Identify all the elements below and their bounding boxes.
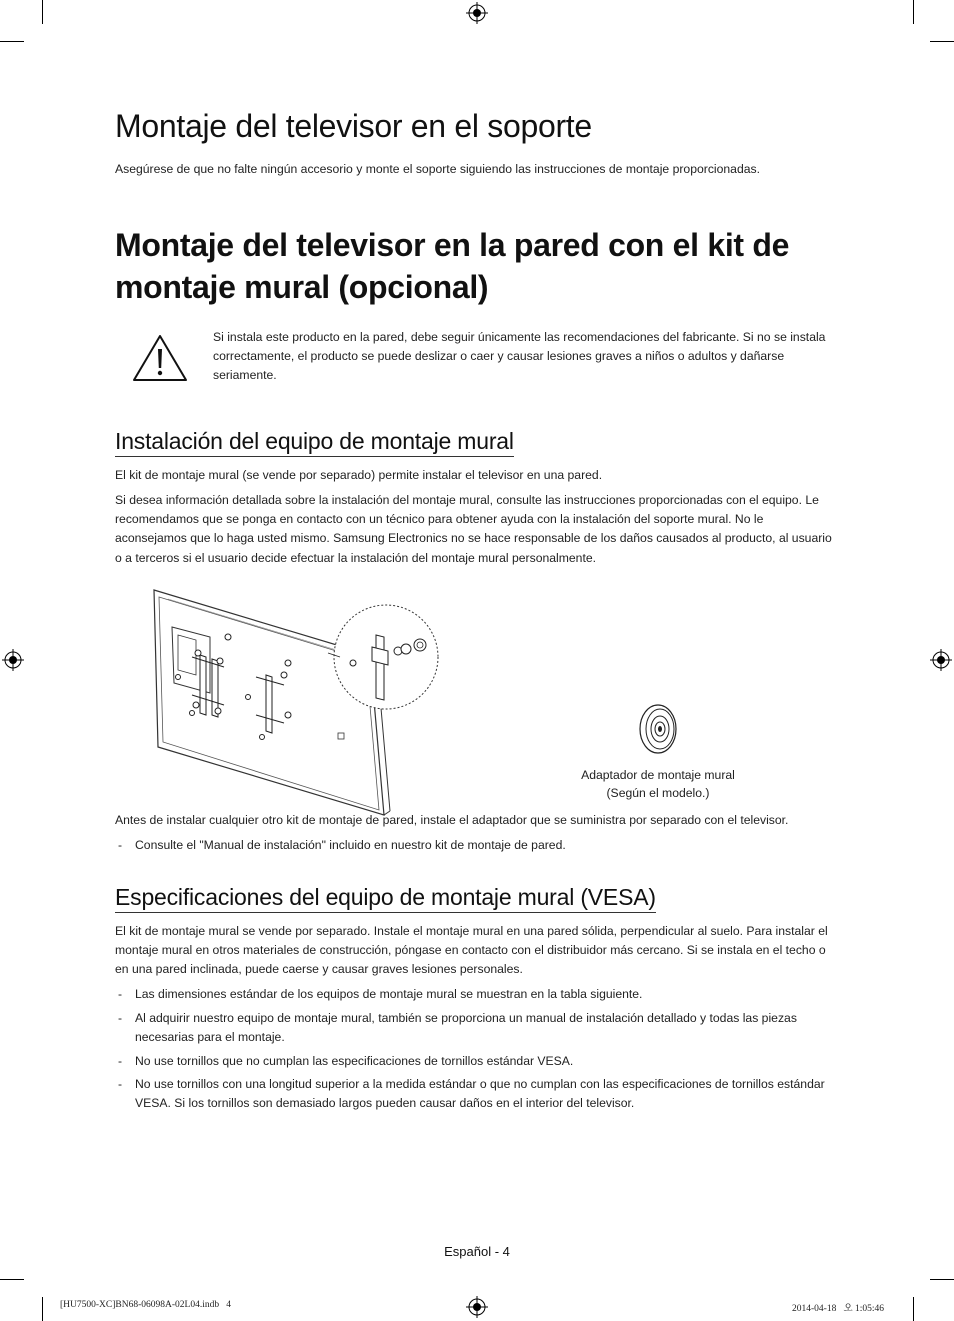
print-file-info: [HU7500-XC]BN68-06098A-02L04.indb 4 — [60, 1300, 231, 1310]
crop-mark — [42, 0, 43, 24]
list-item: - No use tornillos con una longitud superior a la medida estándar o que no cumplan con las especificaciones de tornillos estándar VESA. Si los tornillos son demasiado largos pueden causar daños en el interior del televisor. — [115, 1075, 835, 1113]
registration-mark-icon — [466, 2, 488, 24]
registration-mark-icon — [930, 649, 952, 671]
crop-mark — [913, 0, 914, 24]
installation-heading: Instalación del equipo de montaje mural — [115, 428, 514, 457]
vesa-heading: Especificaciones del equipo de montaje mural (VESA) — [115, 884, 656, 913]
adapter-caption — [560, 766, 756, 802]
page-number: Español - 4 — [444, 1244, 510, 1259]
warning-text: Si instala este producto en la pared, debe seguir únicamente las recomendaciones del fabricante. Si no se instala correctamente, el producto se puede deslizar o caer y causar lesiones graves a niños o adultos y dañarse seriamente. — [213, 330, 826, 383]
crop-mark — [0, 1279, 24, 1280]
crop-mark — [42, 1297, 43, 1321]
wall-mount-adapter-icon — [636, 702, 680, 756]
wall-mount-heading: Montaje del televisor en la pared con el kit de montaje mural (opcional) — [115, 227, 790, 305]
installation-intro: El kit de montaje mural (se vende por separado) permite instalar el televisor en una pared. — [115, 468, 603, 482]
crop-mark — [913, 1297, 914, 1321]
adapter-instruction: Antes de instalar cualquier otro kit de montaje de pared, instale el adaptador que se suministra por separado con el televisor. — [115, 813, 789, 827]
list-item: - Las dimensiones estándar de los equipos de montaje mural se muestran en la tabla siguiente. — [115, 985, 835, 1004]
tv-wall-mount-illustration — [148, 585, 443, 817]
page-title: Montaje del televisor en el soporte — [115, 108, 592, 144]
list-item: - Al adquirir nuestro equipo de montaje mural, también se proporciona un manual de instalación detallado y todas las piezas necesarias para el montaje. — [115, 1009, 835, 1047]
crop-mark — [930, 1279, 954, 1280]
crop-mark — [930, 41, 954, 42]
registration-mark-icon — [2, 649, 24, 671]
installation-details: Si desea información detallada sobre la instalación del montaje mural, consulte las instrucciones proporcionadas con el equipo. Le recomendamos que se ponga en contacto con un técnico para obtener ayuda con la instalación del soporte mural. No le aconsejamos que lo haga usted mismo. Samsung Electronics no se hace responsable de los daños causados al producto, al usuario o a terceros si el usuario decide efectuar la instalación del montaje mural personalmente. — [115, 493, 832, 565]
adapter-caption-line2: (Según el modelo.) — [606, 786, 710, 800]
warning-icon — [131, 333, 189, 383]
crop-mark — [0, 41, 24, 42]
list-item: - Consulte el "Manual de instalación" incluido en nuestro kit de montaje de pared. — [115, 836, 835, 855]
registration-mark-icon — [466, 1296, 488, 1318]
list-item: - No use tornillos que no cumplan las especificaciones de tornillos estándar VESA. — [115, 1052, 835, 1071]
adapter-caption-line1: Adaptador de montaje mural — [581, 768, 735, 782]
vesa-intro: El kit de montaje mural se vende por separado. Instale el montaje mural en una pared sólida, perpendicular al suelo. Para instalar el montaje mural en otros materiales de construcción, póngase en contacto con el distribuidor más cercano. Si se instala en el techo o en una pared inclinada, puede caerse y causar graves lesiones personales. — [115, 924, 828, 977]
stand-assembly-text: Asegúrese de que no falte ningún accesorio y monte el soporte siguiendo las instrucciones de montaje proporcionadas. — [115, 162, 760, 176]
print-timestamp: 2014-04-18 오 1:05:46 — [792, 1304, 885, 1314]
